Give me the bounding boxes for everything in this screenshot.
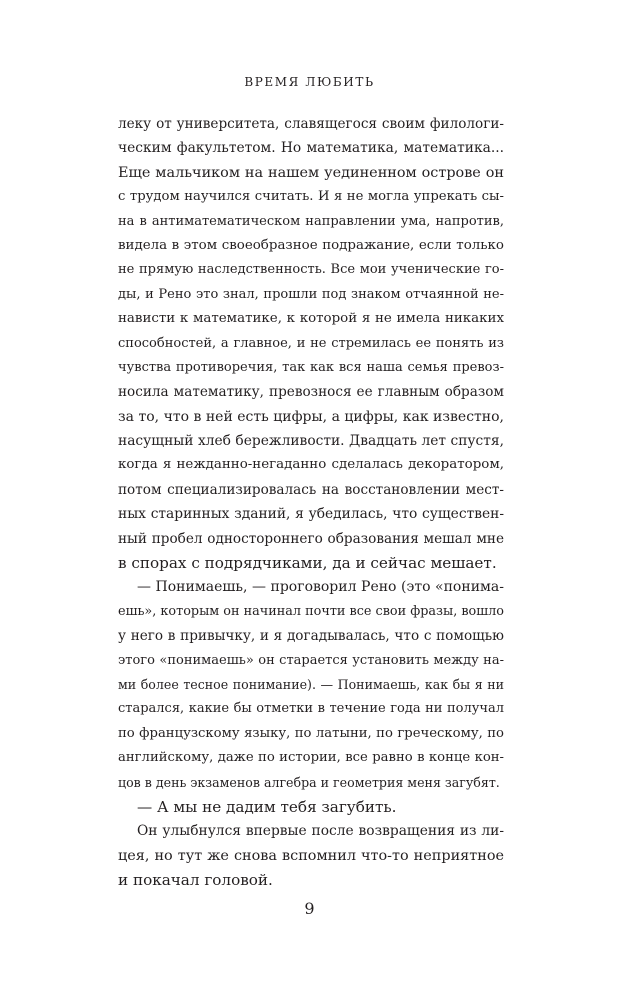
text-line: способностей, а главное, и не стремилась ее понять из — [118, 335, 504, 351]
text-line: и покачал головой. — [118, 871, 273, 890]
text-line: не прямую наследственность. Все мои ученические го- — [118, 262, 504, 278]
text-line: ческим факультетом. Но математика, математика... — [118, 140, 504, 157]
text-line: ми более тесное понимание). — Понимаешь, как бы я ни — [118, 676, 504, 692]
text-line: по французскому языку, по латыни, по греческому, по — [118, 725, 504, 741]
text-line: нависти к математике, к которой я не имела никаких — [118, 311, 504, 327]
text-line: английскому, даже по истории, все равно в конце кон- — [118, 750, 504, 766]
text-line: насущный хлеб бережливости. Двадцать лет спустя, — [118, 433, 504, 450]
text-line: старался, какие бы отметки в течение года ни получал — [118, 701, 504, 717]
text-line: у него в привычку, и я догадывалась, что с помощью — [118, 628, 504, 645]
text-line: когда я нежданно-негаданно сделалась декоратором, — [118, 457, 504, 473]
page-number: 9 — [304, 899, 315, 918]
text-line: потом специализировалась на восстановлении мест- — [118, 481, 504, 498]
text-line: — Понимаешь, — проговорил Рено (это «понима- — [137, 579, 504, 596]
text-line: ешь», которым он начинал почти все свои фразы, вошло — [118, 603, 504, 619]
text-line: носила математику, превознося ее главным образом — [118, 384, 504, 401]
text-line: цов в день экзаменов алгебра и геометрия меня загубят. — [118, 774, 500, 790]
running-head: ВРЕМЯ ЛЮБИТЬ — [244, 75, 375, 89]
text-line: на в антиматематическом направлении ума, напротив, — [118, 213, 504, 229]
body-text — [118, 112, 504, 893]
text-line: за то, что в ней есть цифры, а цифры, как известно, — [118, 408, 504, 425]
text-line: видела в этом своеобразное подражание, если только — [118, 237, 504, 253]
text-line: — А мы не дадим тебя загубить. — [137, 797, 397, 816]
text-line: этого «понимаешь» он старается установить между на- — [118, 652, 504, 668]
text-line: с трудом научился считать. И я не могла упрекать сы- — [118, 189, 504, 205]
text-line: ды, и Рено это знал, прошли под знаком отчаянной не- — [118, 286, 504, 302]
text-line: Еще мальчиком на нашем уединенном острове он — [118, 164, 504, 181]
text-line: леку от университета, славящегося своим филологи- — [118, 116, 504, 132]
text-line: Он улыбнулся впервые после возвращения из ли- — [137, 823, 504, 840]
text-line: в спорах с подрядчиками, да и сейчас мешает. — [118, 554, 497, 573]
text-line: ный пробел одностороннего образования мешал мне — [118, 530, 504, 547]
text-line: цея, но тут же снова вспомнил что-то неприятное — [118, 847, 504, 864]
text-line: ных старинных зданий, я убедилась, что существен- — [118, 506, 504, 523]
text-line: чувства противоречия, так как вся наша семья превоз- — [118, 359, 504, 375]
